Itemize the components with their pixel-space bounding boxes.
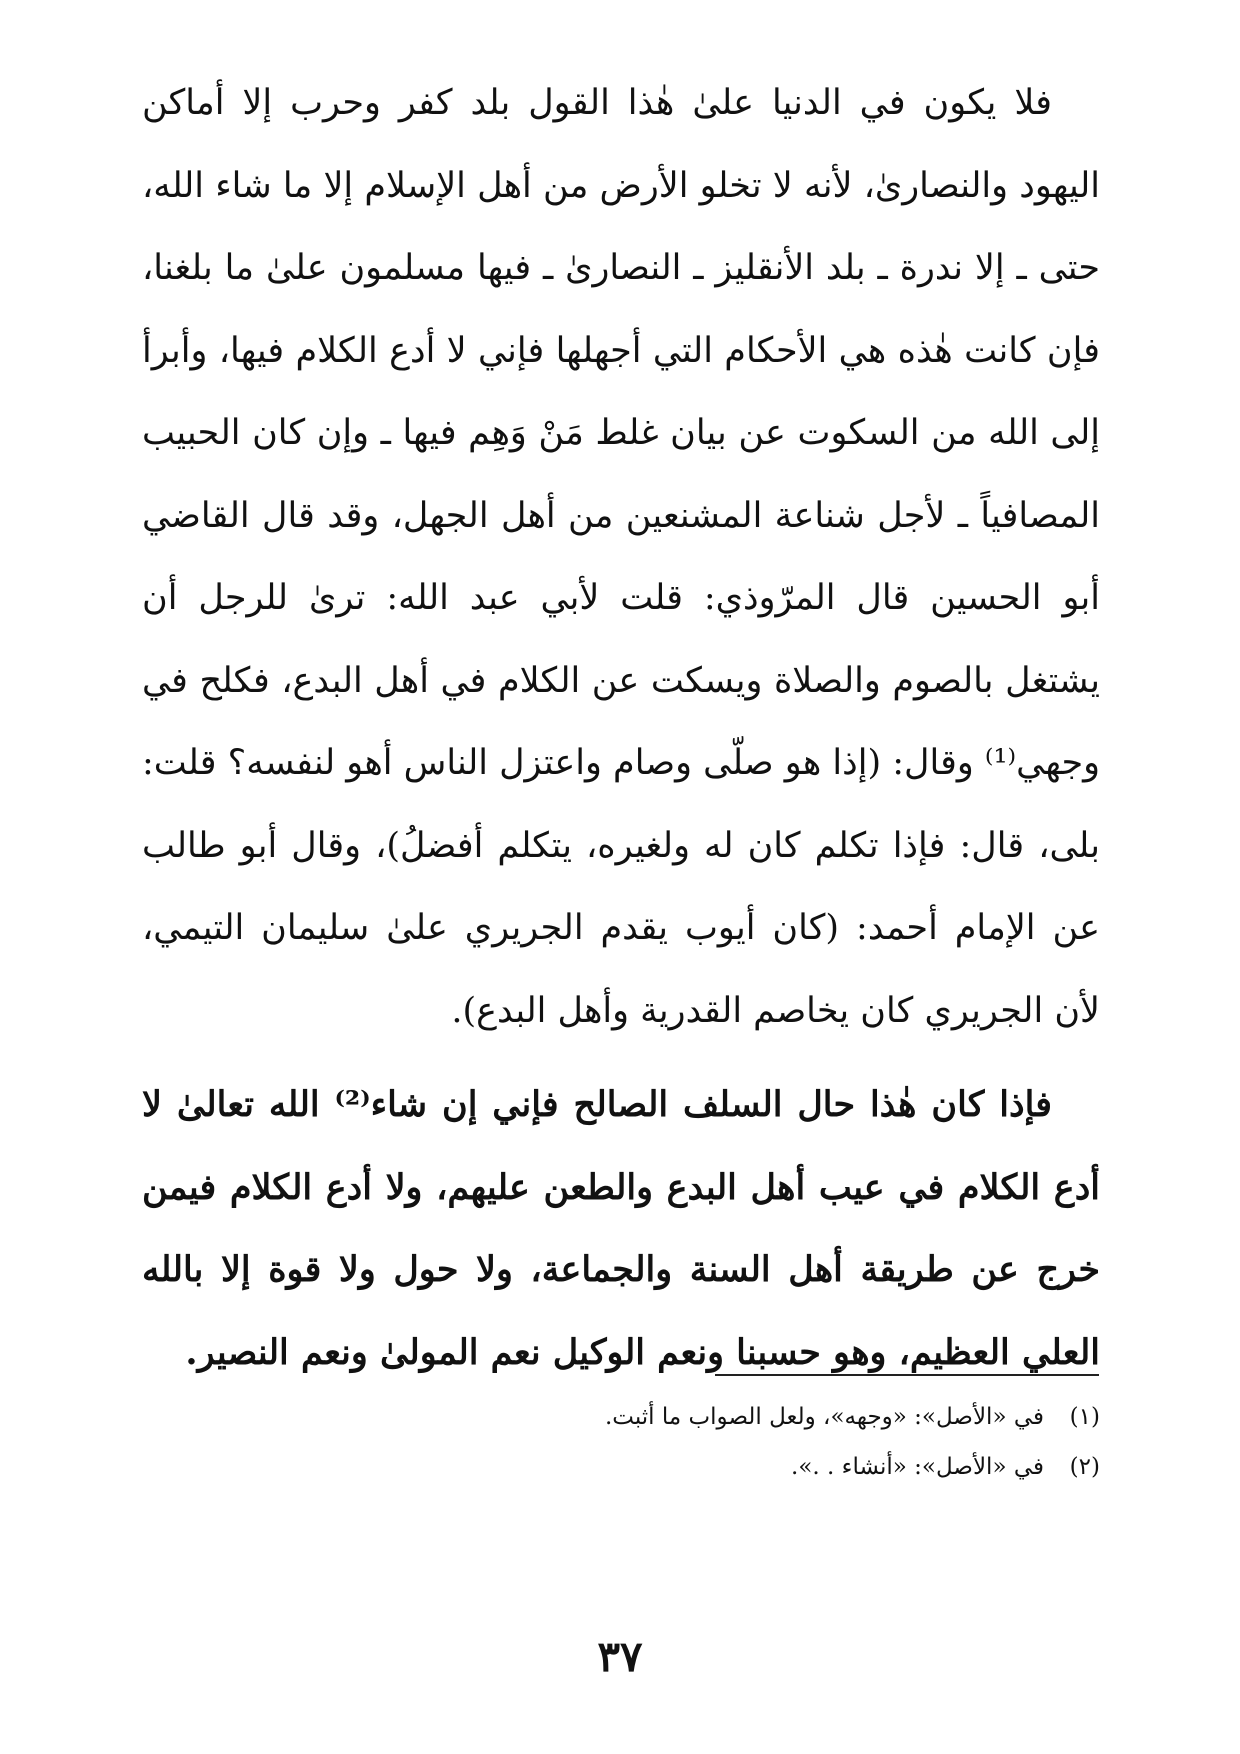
footnote-item (142, 1392, 1100, 1442)
footnote-number: (١) (1069, 1404, 1100, 1430)
main-text (142, 62, 1100, 1394)
footnote-number: (٢) (1069, 1454, 1100, 1480)
footnote-separator (715, 1374, 1099, 1376)
footnote-text: في «الأصل»: «أنشاء . .». (791, 1454, 1044, 1480)
footnotes (142, 1392, 1100, 1492)
page-number: ٣٧ (597, 1632, 643, 1681)
body-paragraph: فلا يكون في الدنيا علىٰ هٰذا القول بلد كفر وحرب إلا أماكن اليهود والنصارىٰ، لأنه لا تخلو الأرض من أهل الإسلام إلا ما شاء الله، حتى ـ إلا ندرة ـ بلد الأنقليز ـ النصارىٰ ـ فيها مسلمون علىٰ ما بلغنا، فإن كانت هٰذه هي الأحكام التي أجهلها فإني لا أدع الكلام فيها، وأبرأ إلى الله من السكوت عن بيان غلط مَنْ وَهِم فيها ـ وإن كان الحبيب المصافياً ـ لأجل شناعة المشنعين من أهل الجهل، وقد قال القاضي أبو الحسين قال المرّوذي: قلت لأبي عبد الله: ترىٰ للرجل أن يشتغل بالصوم والصلاة ويسكت عن الكلام في أهل البدع، فكلح في وجهي⁽¹⁾ وقال: (إذا هو صلّى وصام واعتزل الناس أهو لنفسه؟ قلت: بلى، قال: فإذا تكلم كان له ولغيره، يتكلم أفضلُ)، وقال أبو طالب عن الإمام أحمد: (كان أيوب يقدم الجريري علىٰ سليمان التيمي، لأن الجريري كان يخاصم القدرية وأهل البدع). (142, 83, 1101, 1031)
footnote-item (142, 1442, 1100, 1492)
closing-paragraph: فإذا كان هٰذا حال السلف الصالح فإني إن شاء⁽²⁾ الله تعالىٰ لا أدع الكلام في عيب أهل البدع والطعن عليهم، ولا أدع الكلام فيمن خرج عن طريقة أهل السنة والجماعة، ولا حول ولا قوة إلا بالله العلي العظيم، وهو حسبنا ونعم الوكيل نعم المولىٰ ونعم النصير. (142, 1084, 1100, 1373)
footnote-text: في «الأصل»: «وجهه»، ولعل الصواب ما أثبت. (604, 1404, 1044, 1430)
